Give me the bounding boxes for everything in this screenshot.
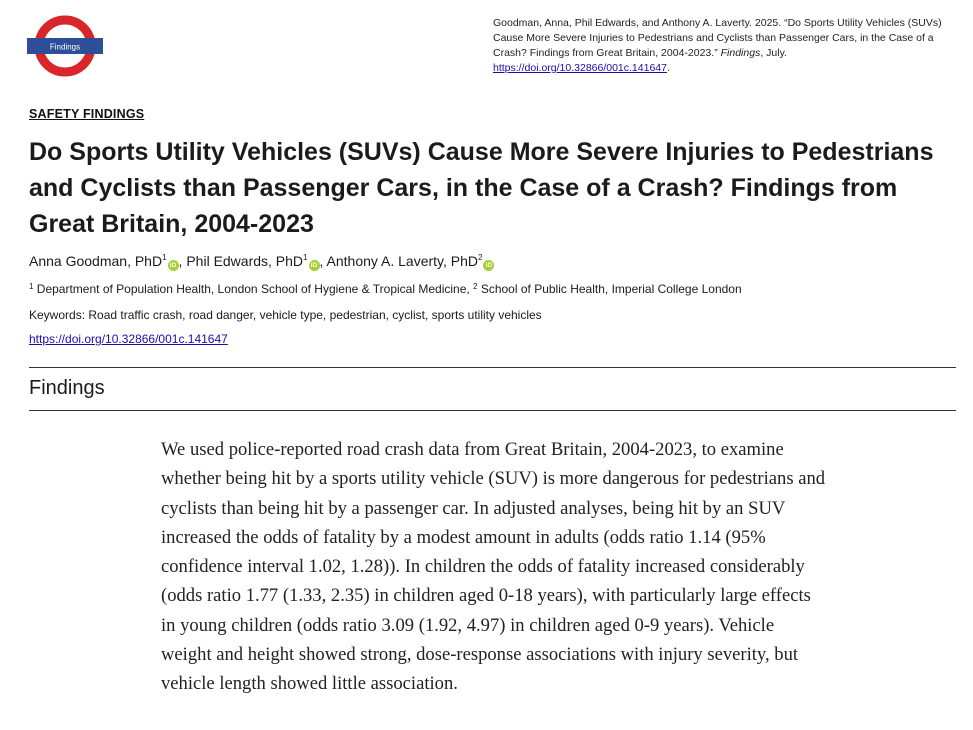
orcid-icon[interactable]: iD <box>483 260 494 271</box>
citation-doi-suffix: . <box>666 62 670 74</box>
section-tag[interactable]: SAFETY FINDINGS <box>29 107 145 121</box>
author-3[interactable]: Anthony A. Laverty, PhD$^2$iD <box>327 253 495 269</box>
affil-number: 2 <box>473 282 478 291</box>
author-affil-number: 1 <box>303 253 308 262</box>
divider-bottom <box>29 410 956 411</box>
author-2[interactable]: Phil Edwards, PhD$^1$iD <box>186 253 319 269</box>
orcid-icon[interactable]: iD <box>309 260 320 271</box>
affiliations <box>29 282 742 296</box>
affiliation-2: School of Public Health, Imperial College London <box>477 282 742 296</box>
author-1[interactable]: Anna Goodman, PhD$^1$iD <box>29 253 179 269</box>
divider-top <box>29 367 956 368</box>
findings-body: We used police-reported road crash data from Great Britain, 2004-2023, to examine whether being hit by a sports utility vehicle (SUV) is more dangerous for pedestrians and cyclists than being hit by a passenger car. In adjusted analyses, being hit by an SUV increased the odds of fatality by a modest amount in adults (odds ratio 1.14 (95% confidence interval 1.02, 1.28)). In children the odds of fatality increased considerably (odds ratio 1.77 (1.33, 2.35) in children aged 0-18 years), with particularly large effects in young children (odds ratio 3.09 (1.92, 4.97) in children aged 0-9 years). Vehicle weight and height showed strong, dose-response associations with injury severity, but vehicle length showed little association. <box>161 439 826 695</box>
findings-heading: Findings <box>29 377 105 399</box>
article-title: Do Sports Utility Vehicles (SUVs) Cause More Severe Injuries to Pedestrians and Cyclists than Passenger Cars, in the Case of a Crash? Findings from Great Britain, 2004-2023 <box>29 138 934 238</box>
citation-journal: Findings <box>720 47 761 59</box>
citation-doi-link[interactable]: https://doi.org/10.32866/001c.141647 <box>493 62 667 74</box>
author-affil-number: 1 <box>162 253 167 262</box>
citation-date: , July. <box>760 47 787 59</box>
keywords: Keywords: Road traffic crash, road danger, vehicle type, pedestrian, cyclist, sports utility vehicles <box>29 308 542 322</box>
author-affil-number: 2 <box>478 253 483 262</box>
affiliation-1: Department of Population Health, London School of Hygiene & Tropical Medicine, <box>33 282 474 296</box>
findings-logo <box>27 14 103 78</box>
citation-text: Goodman, Anna, Phil Edwards, and Anthony A. Laverty. 2025. “Do Sports Utility Vehicles (SUVs) Cause More Severe Injuries to Pedestrians and Cyclists than Passenger Cars, in the Case of a Crash? Findings from Great Britain, 2004-2023.” <box>493 17 942 59</box>
author-list: Anna Goodman, PhD$^1$iD , Phil Edwards, PhD$^1$iD , Anthony A. Laverty, PhD$^2$iD <box>29 253 494 271</box>
affil-number: 1 <box>29 282 34 291</box>
orcid-icon[interactable]: iD <box>168 260 179 271</box>
logo-label: Findings <box>49 42 81 52</box>
citation <box>493 16 958 76</box>
doi-link[interactable]: https://doi.org/10.32866/001c.141647 <box>29 332 228 346</box>
